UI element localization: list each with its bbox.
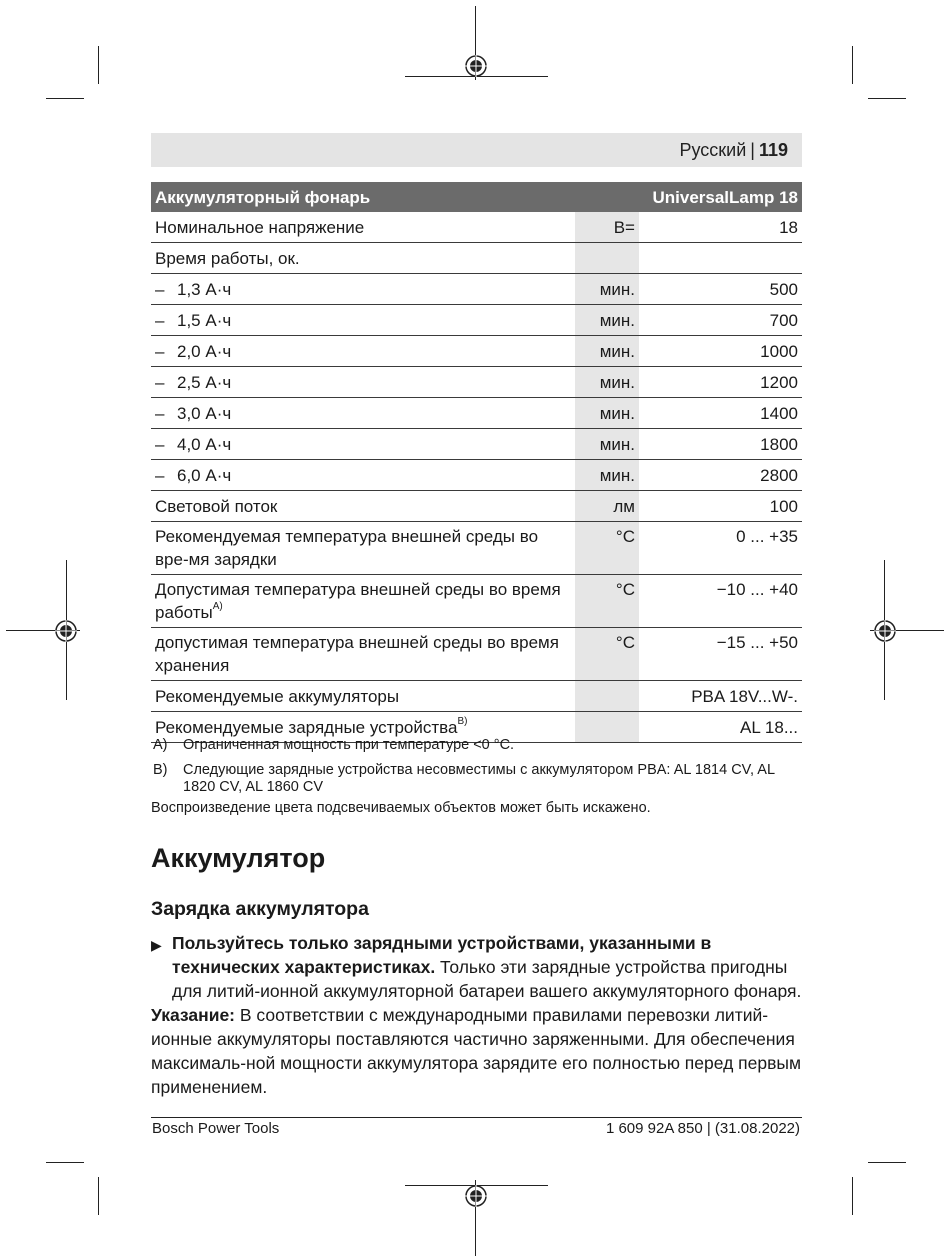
row-name-text: 1,5 А·ч: [177, 310, 232, 330]
row-unit: мин.: [575, 336, 639, 367]
table-row: [151, 398, 802, 429]
notice-text: В соответствии с международными правилами перевозки литий-ионные аккумуляторы поставляются частично заряженными. Для обеспечения максималь-ной мощности аккумулятора зарядите его полностью перед первым применением.: [151, 1005, 802, 1097]
crop-mark: [852, 1177, 853, 1215]
spec-table: [151, 182, 802, 743]
registration-mark-icon: [465, 55, 487, 77]
table-row: [151, 429, 802, 460]
row-dash: –: [155, 279, 165, 299]
table-row: [151, 681, 802, 712]
row-value: 700: [769, 310, 798, 330]
row-dash: –: [155, 341, 165, 361]
footnote: [153, 762, 783, 796]
row-name: [151, 305, 575, 336]
table-row: [151, 491, 802, 522]
row-name-text: 2,5 А·ч: [177, 372, 232, 392]
crop-mark: [868, 98, 906, 99]
row-unit: мин.: [575, 305, 639, 336]
table-row: [151, 274, 802, 305]
crop-mark: [46, 1162, 84, 1163]
row-dash: –: [155, 434, 165, 454]
row-name-text: 3,0 А·ч: [177, 403, 232, 423]
bullet-text: Только эти зарядные устройства пригодны для литий-ионной аккумуляторной батареи вашего аккумуляторного фонаря.: [172, 957, 802, 1001]
registration-mark-icon: [465, 1185, 487, 1207]
row-name: [151, 274, 575, 305]
subsection-title: Зарядка аккумулятора: [151, 898, 369, 920]
crop-mark: [852, 46, 853, 84]
language-label: Русский: [679, 140, 747, 160]
row-name: Световой поток: [155, 496, 278, 516]
table-title: Аккумуляторный фонарь: [151, 182, 639, 212]
crop-mark: [46, 98, 84, 99]
row-unit: лм: [575, 491, 639, 522]
registration-mark-icon: [55, 620, 77, 642]
row-unit: °C: [575, 628, 639, 681]
crop-mark: [868, 1162, 906, 1163]
row-value: 1000: [760, 341, 798, 361]
row-value: PBA 18V...W-.: [691, 686, 798, 706]
row-unit: мин.: [575, 367, 639, 398]
row-value: 1400: [760, 403, 798, 423]
row-name: Номинальное напряжение: [155, 217, 365, 237]
row-value: 100: [769, 496, 798, 516]
row-name: [151, 398, 575, 429]
crop-mark: [98, 1177, 99, 1215]
bullet-paragraph: [172, 931, 802, 1003]
footnote-text: Ограниченная мощность при температуре <0 °C.: [183, 737, 515, 753]
row-dash: –: [155, 465, 165, 485]
row-value: 0 ... +35: [736, 527, 798, 546]
row-name-text: 6,0 А·ч: [177, 465, 232, 485]
row-unit: мин.: [575, 460, 639, 491]
page-header: [151, 133, 802, 167]
row-dash: –: [155, 403, 165, 423]
color-note: Воспроизведение цвета подсвечиваемых объектов может быть искажено.: [151, 800, 651, 816]
row-name-text: 2,0 А·ч: [177, 341, 232, 361]
table-row: [151, 336, 802, 367]
row-name: Рекомендуемая температура внешней среды во вре-мя зарядки: [155, 527, 539, 569]
row-value: −15 ... +50: [716, 633, 798, 652]
table-row: [151, 212, 802, 243]
page-number: 119: [758, 140, 788, 160]
table-row: [151, 575, 802, 628]
page-header-text: Русский | 119: [679, 140, 788, 160]
notice-label: Указание:: [151, 1005, 236, 1025]
row-name: [151, 460, 575, 491]
row-value: 1200: [760, 372, 798, 392]
bullet-bold-text: Пользуйтесь только зарядными устройствами, указанными в технических характеристиках.: [172, 933, 712, 977]
table-model: UniversalLamp 18: [639, 182, 802, 212]
section-title: Аккумулятор: [151, 843, 326, 873]
footnote-ref: A): [212, 601, 223, 612]
row-value: 18: [779, 217, 798, 237]
row-name-text: Допустимая температура внешней среды во время работы: [155, 580, 561, 622]
footnote: [153, 737, 783, 754]
row-unit: [575, 681, 639, 712]
footnote-ref: B): [457, 715, 468, 727]
crop-mark: [98, 46, 99, 84]
table-row: [151, 522, 802, 575]
footer-doc-number: 1 609 92A 850 | (31.08.2022): [605, 1120, 800, 1137]
row-name-text: 4,0 А·ч: [177, 434, 232, 454]
row-unit: В=: [575, 212, 639, 243]
row-value: −10 ... +40: [716, 580, 798, 599]
table-header-row: [151, 182, 802, 212]
row-name: [151, 367, 575, 398]
table-row: [151, 460, 802, 491]
row-name-text: Рекомендуемые зарядные устройства: [155, 717, 458, 737]
row-name: Рекомендуемые аккумуляторы: [155, 686, 400, 706]
table-row: [151, 367, 802, 398]
notice-paragraph: [151, 1003, 802, 1099]
footer-brand: Bosch Power Tools: [152, 1120, 280, 1137]
row-name: [151, 429, 575, 460]
footer-divider: [151, 1117, 802, 1118]
table-row: [151, 628, 802, 681]
row-unit: °C: [575, 522, 639, 575]
row-name: [151, 575, 575, 628]
row-unit: °C: [575, 575, 639, 628]
row-value: 500: [769, 279, 798, 299]
row-unit: мин.: [575, 274, 639, 305]
table-row: [151, 305, 802, 336]
row-name-text: 1,3 А·ч: [177, 279, 232, 299]
bullet-triangle-icon: ▶: [151, 937, 162, 953]
row-value: AL 18...: [740, 717, 798, 737]
row-dash: –: [155, 310, 165, 330]
table-row: [151, 243, 802, 274]
row-value: 1800: [760, 434, 798, 454]
footnote-text: Следующие зарядные устройства несовместимы с аккумулятором PBA: AL 1814 CV, AL 1820 CV, AL 1860 CV: [183, 762, 775, 795]
registration-mark-icon: [874, 620, 896, 642]
footnote-label: A): [153, 737, 168, 753]
row-name: [151, 336, 575, 367]
row-value: [639, 243, 802, 274]
row-unit: мин.: [575, 429, 639, 460]
row-name: Время работы, ок.: [155, 248, 300, 268]
row-unit: [575, 243, 639, 274]
row-unit: мин.: [575, 398, 639, 429]
row-value: 2800: [760, 465, 798, 485]
row-name: допустимая температура внешней среды во время хранения: [155, 633, 559, 675]
row-dash: –: [155, 372, 165, 392]
footnote-label: B): [153, 762, 168, 778]
